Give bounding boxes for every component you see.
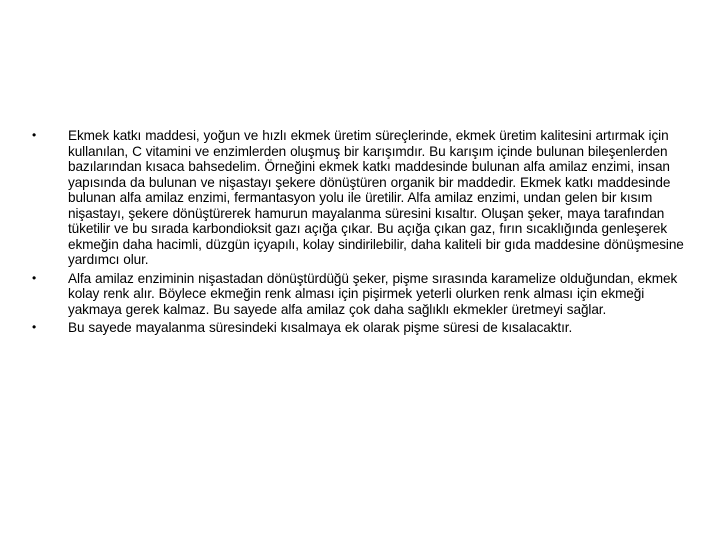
bullet-text-baking-time: Bu sayede mayalanma süresindeki kısalmaya ek olarak pişme süresi de kısalacaktır. [68, 320, 573, 335]
bullet-item-3 [32, 320, 694, 336]
bullet-item-1 [32, 128, 694, 268]
bullet-list [32, 128, 694, 339]
bullet-text-dough-improver: Ekmek katkı maddesi, yoğun ve hızlı ekmek üretim süreçlerinde, ekmek üretim kalitesini artırmak için kullanılan, C vitamini ve enzimlerden oluşmuş bir karışımdır. Bu karışım içinde bulunan bileşenlerden bazılarından kısaca bahsedelim. Örneğini ekmek katkı maddesinde bulunan alfa amilaz enzimi, insan yapısında da bulunan ve nişastayı şekere dönüştüren organik bir maddedir. Ekmek katkı maddesinde bulunan alfa amilaz enzimi, fermantasyon yolu ile üretilir. Alfa amilaz enzimi, undan gelen bir kısım nişastayı, şekere dönüştürerek hamurun mayalanma süresini kısaltır. Oluşan şeker, maya tarafından tüketilir ve bu sırada karbondioksit gazı açığa çıkar. Bu açığa çıkan gaz, fırın sıcaklığında genleşerek ekmeğin daha hacimli, düzgün içyapılı, kolay sindirilebilir, daha kaliteli bir gıda maddesine dönüşmesine yardımcı olur. [68, 128, 684, 267]
bullet-marker: • [32, 270, 37, 285]
bullet-marker: • [32, 320, 37, 334]
bullet-item-2 [32, 271, 694, 318]
bullet-text-caramelization: Alfa amilaz enziminin nişastadan dönüştürdüğü şeker, pişme sırasında karamelize olduğundan, ekmek kolay renk alır. Böylece ekmeğin renk alması için pişirmek yeterli olurken renk alması için ekmeği yakmaya gerek kalmaz. Bu sayede alfa amilaz çok daha sağlıklı ekmekler üretmeyi sağlar. [68, 270, 678, 317]
bullet-marker: • [32, 128, 37, 142]
